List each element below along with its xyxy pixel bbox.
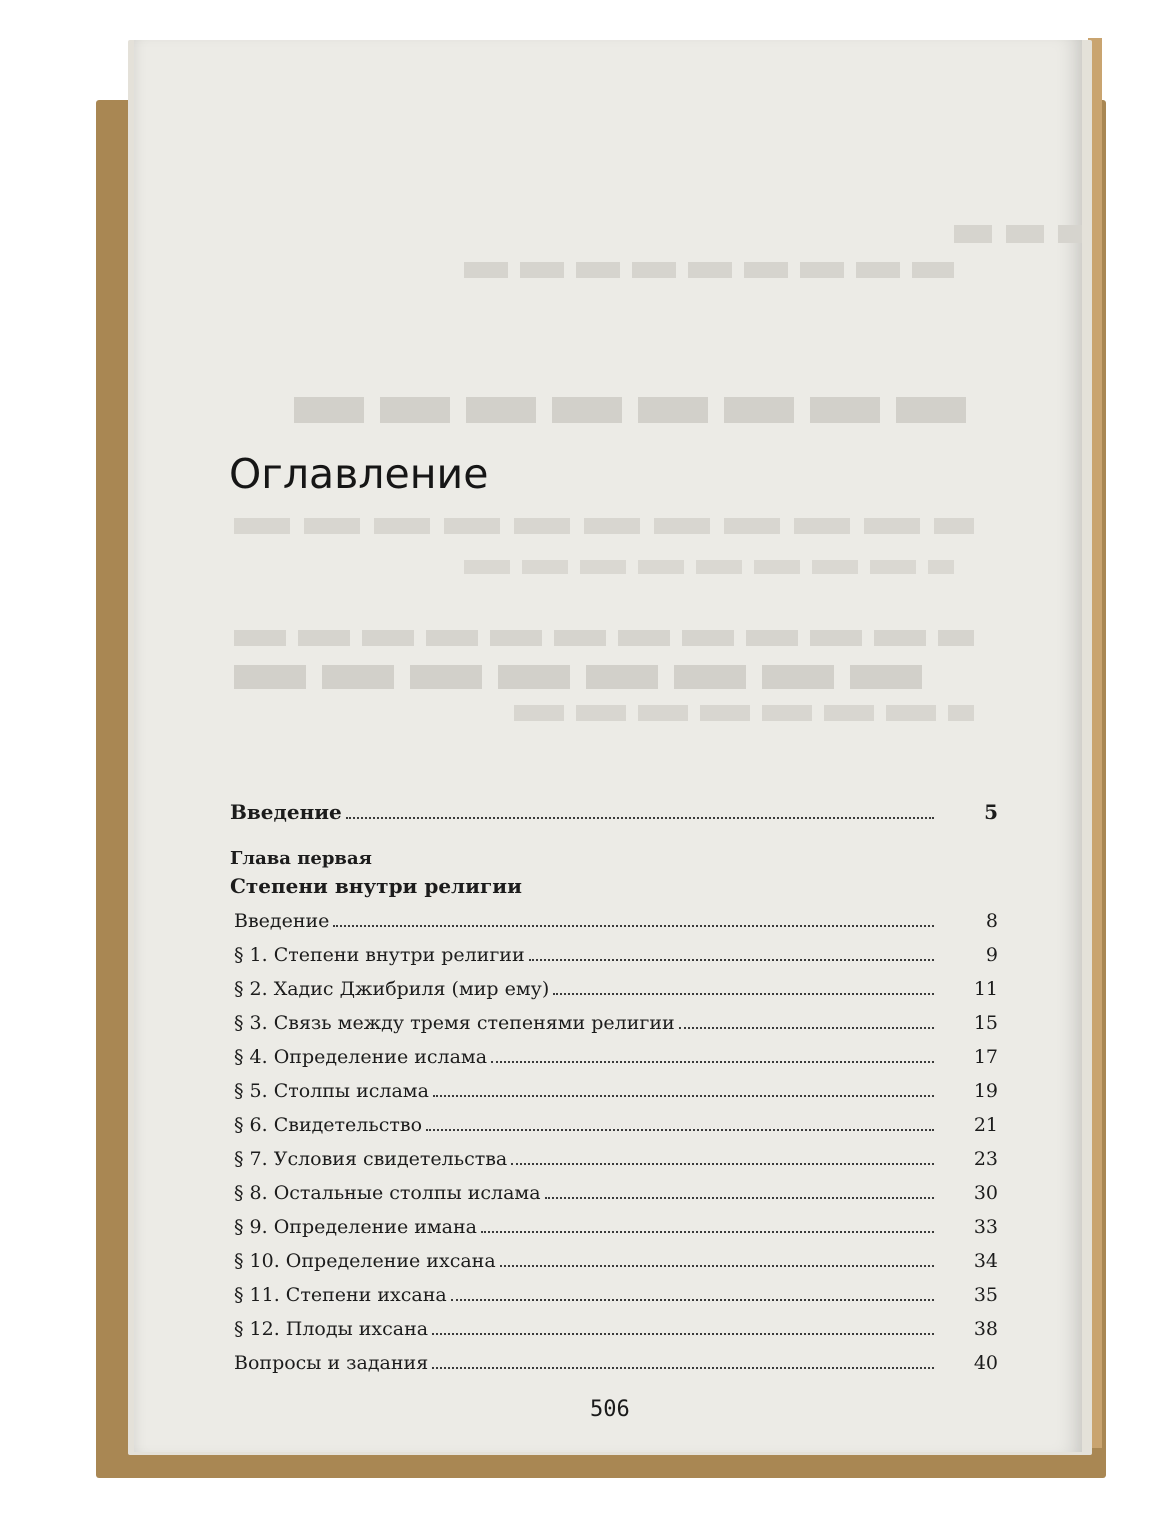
toc-entry-label: § 9. Определение имана	[234, 1216, 477, 1238]
toc-entry	[230, 1046, 998, 1080]
toc-entry-label: § 12. Плоды ихсана	[234, 1318, 429, 1340]
toc-entry	[230, 1114, 998, 1148]
dot-leader	[333, 925, 934, 927]
toc-entry-page: 11	[973, 978, 998, 1000]
toc-entry-label: § 10. Определение ихсана	[234, 1250, 496, 1272]
toc-entry-page: 33	[973, 1216, 998, 1238]
toc-entry-label: § 7. Условия свидетельства	[234, 1148, 508, 1170]
dot-leader	[451, 1299, 934, 1301]
toc-entry-label: § 5. Столпы ислама	[234, 1080, 429, 1102]
toc-entry-label: § 8. Остальные столпы ислама	[234, 1182, 541, 1204]
toc-entry	[230, 1148, 998, 1182]
toc-heading: Оглавление	[229, 450, 489, 498]
dot-leader	[433, 1095, 934, 1097]
toc-entry-page: 34	[973, 1250, 998, 1272]
dot-leader	[346, 817, 934, 819]
toc-entry	[230, 944, 998, 978]
toc-entry-page: 8	[985, 910, 998, 932]
toc-entry-label: Введение	[234, 910, 330, 932]
toc-entry-label: Введение	[230, 800, 342, 824]
toc-entry-page: 40	[973, 1352, 998, 1374]
dot-leader	[553, 993, 934, 995]
toc-entry-page: 5	[984, 800, 998, 824]
toc-entry	[230, 1250, 998, 1284]
toc-entry-page: 35	[973, 1284, 998, 1306]
dot-leader	[679, 1027, 934, 1029]
toc-entry-page: 30	[973, 1182, 998, 1204]
toc-entry	[230, 1182, 998, 1216]
book-page	[134, 40, 1082, 1452]
dot-leader	[529, 959, 934, 961]
chapter-title: Степени внутри религии	[230, 874, 522, 898]
dot-leader	[432, 1367, 934, 1369]
toc-entry-label: § 2. Хадис Джибриля (мир ему)	[234, 978, 550, 1000]
toc-entry-page: 19	[973, 1080, 998, 1102]
toc-entry-label: § 4. Определение ислама	[234, 1046, 488, 1068]
toc-entry-intro	[230, 800, 998, 834]
toc-entry-page: 15	[973, 1012, 998, 1034]
toc-list	[230, 800, 998, 1386]
dot-leader	[491, 1061, 934, 1063]
toc-entry	[230, 910, 998, 944]
toc-entry	[230, 978, 998, 1012]
toc-entry-label: § 1. Степени внутри религии	[234, 944, 525, 966]
toc-entry-label: § 3. Связь между тремя степенями религии	[234, 1012, 675, 1034]
toc-entry	[230, 1216, 998, 1250]
toc-entry-page: 17	[973, 1046, 998, 1068]
dot-leader	[432, 1333, 934, 1335]
toc-entry	[230, 1012, 998, 1046]
toc-entry-page: 23	[973, 1148, 998, 1170]
toc-entry-label: § 6. Свидетельство	[234, 1114, 423, 1136]
toc-entry-label: Вопросы и задания	[234, 1352, 429, 1374]
toc-entry	[230, 1080, 998, 1114]
dot-leader	[426, 1129, 934, 1131]
dot-leader	[481, 1231, 934, 1233]
toc-entry-page: 9	[985, 944, 998, 966]
toc-entry-label: § 11. Степени ихсана	[234, 1284, 447, 1306]
dot-leader	[511, 1163, 934, 1165]
chapter-number: Глава первая	[230, 848, 372, 869]
page-number: 506	[590, 1397, 630, 1422]
toc-entry-page: 38	[973, 1318, 998, 1340]
toc-entry	[230, 1284, 998, 1318]
dot-leader	[545, 1197, 934, 1199]
toc-entry	[230, 1318, 998, 1352]
toc-entry	[230, 1352, 998, 1386]
dot-leader	[500, 1265, 934, 1267]
toc-entry-page: 21	[973, 1114, 998, 1136]
chapter-heading	[230, 846, 998, 900]
